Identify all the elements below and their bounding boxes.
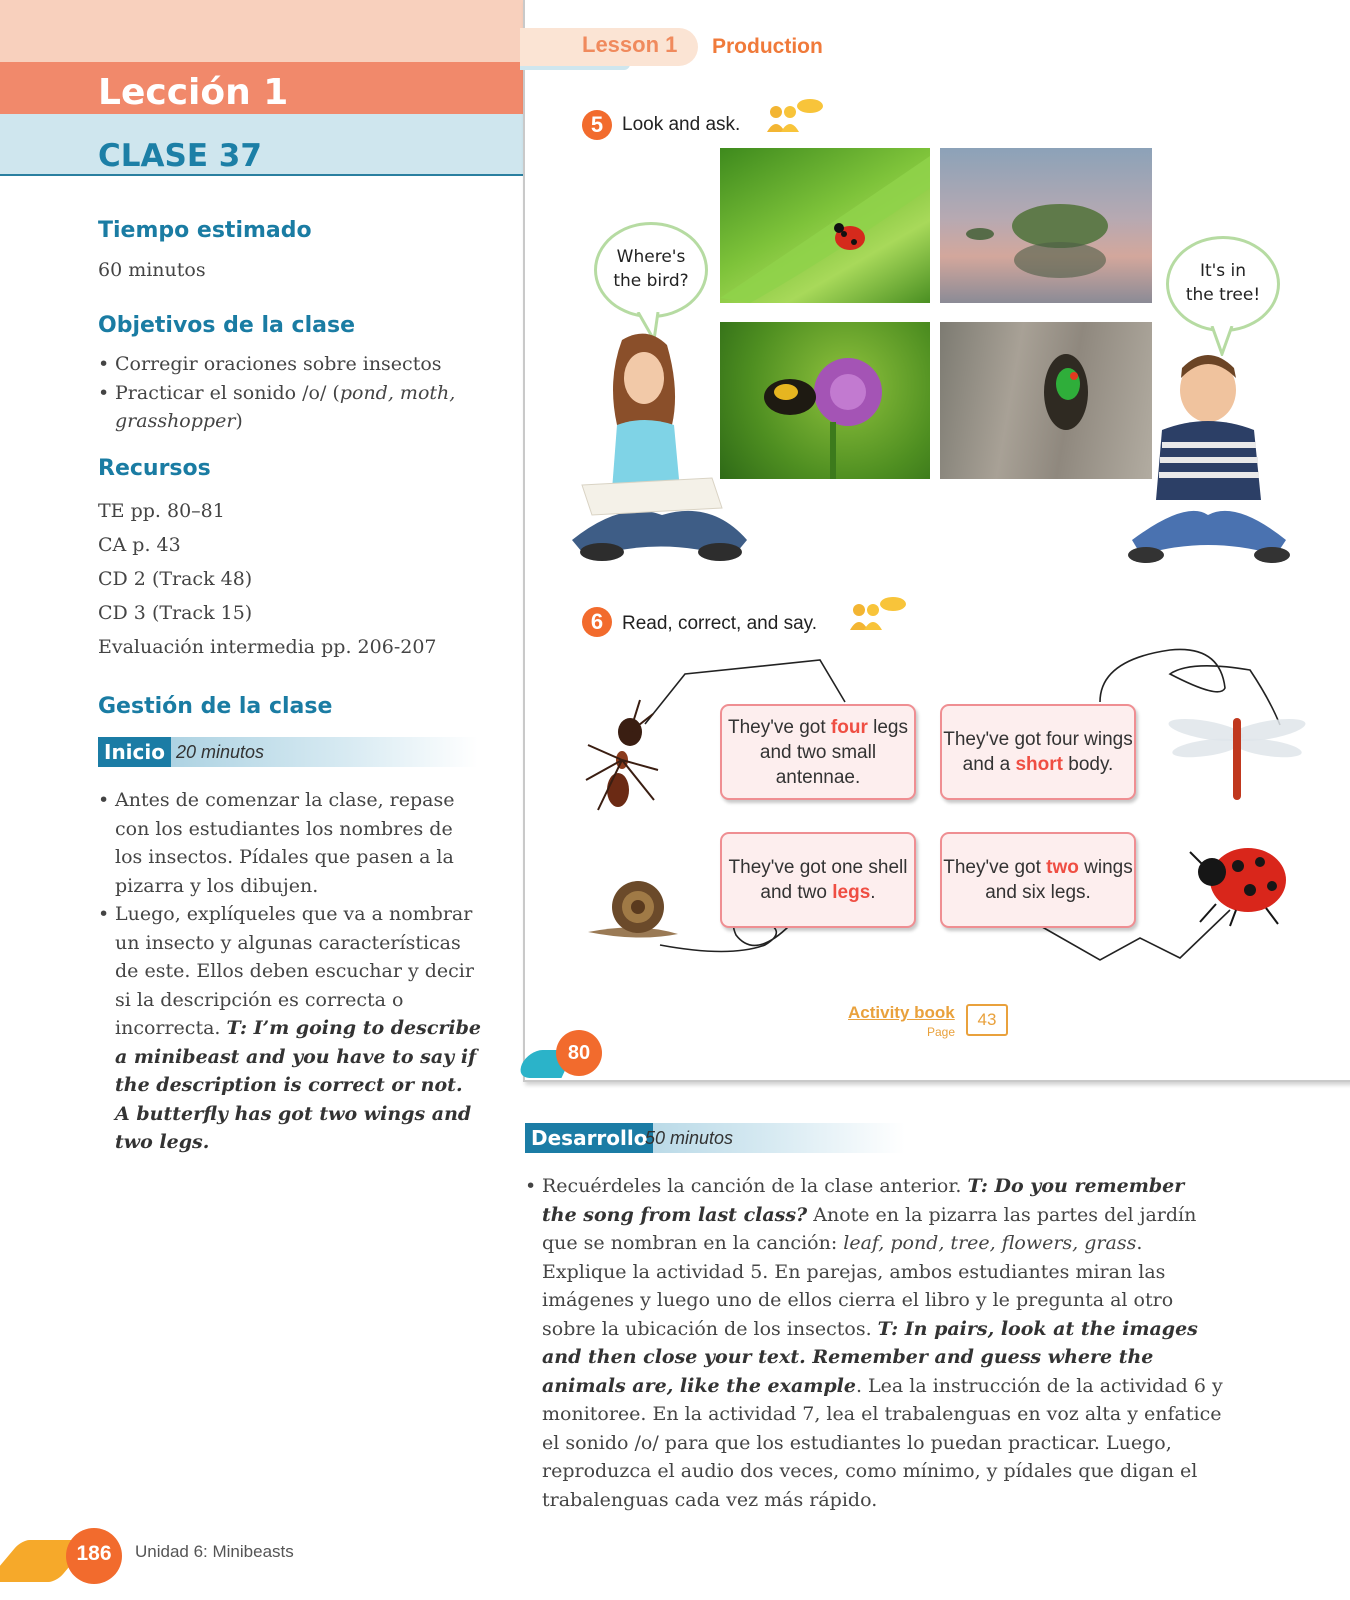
lesson-title: Lección 1 [98, 72, 289, 113]
book-lesson-label: Lesson 1 [582, 32, 678, 57]
photo-frog-pond [940, 148, 1152, 303]
photo-ladybird-leaf [720, 148, 930, 303]
pair-work-icon [765, 98, 825, 138]
speech-bubble-right [1166, 236, 1280, 332]
sentence-card-2: They've got four wings and a short body. [940, 704, 1136, 800]
desarrollo-bar [525, 1123, 905, 1153]
recurso-item: TE pp. 80–81 [98, 500, 225, 522]
recursos-list [98, 494, 498, 664]
inicio-time: 20 minutos [176, 742, 265, 762]
header-band-peach [0, 0, 523, 62]
tiempo-value: 60 minutos [98, 259, 206, 281]
sentence-card-4: They've got two wings and six legs. [940, 832, 1136, 928]
ant-image [578, 690, 668, 830]
recurso-item: CA p. 43 [98, 534, 181, 556]
recurso-item: CD 3 (Track 15) [98, 602, 253, 624]
objetivos-heading: Objetivos de la clase [98, 313, 355, 338]
unit-label: Unidad 6: Minibeasts [135, 1542, 294, 1561]
desarrollo-bullet: • Recuérdeles la canción de la clase anterior. T: Do you remember the song from last class? Anote en la pizarra las partes del jardín que se nombran en la canción: leaf, pond, tree, flowers, grass. Explique la actividad 5. En parejas, ambos estudiantes miran las imágenes y luego uno de ellos cierra el libro y le pregunta al otro sobre la ubicación de los insectos. T: In pairs, look at the images and then close your text. Remember and guess where the animals are, like the example. Lea la instrucción de la actividad 6 y monitoree. En la actividad 7, lea el trabalenguas en voz alta y enfatice el sonido /o/ para que los estudiantes lo puedan practicar. Luego, reproduzca el audio dos veces, como mínimo, y pídales que digan el trabalenguas cada vez más rápido. [525, 1172, 1225, 1514]
dragonfly-image [1166, 700, 1306, 800]
inicio-bar [98, 737, 478, 767]
inicio-bullet: • Antes de comenzar la clase, repase con los estudiantes los nombres de los insectos. Pídales que pasen a la pizarra y los dibujen. [98, 786, 481, 900]
recurso-item: Evaluación intermedia pp. 206-207 [98, 636, 437, 658]
inicio-label: Inicio [98, 737, 171, 767]
pair-work-icon [848, 596, 908, 636]
activity-6-number: 6 [582, 607, 612, 637]
desarrollo-time: 50 minutos [645, 1128, 734, 1148]
sentence-card-3: They've got one shell and two legs. [720, 832, 916, 928]
bubble-left-line1: Where's [616, 247, 686, 267]
recurso-item: CD 2 (Track 48) [98, 568, 253, 590]
boy-sitting-image [1128, 355, 1290, 563]
page-number: 186 [66, 1528, 122, 1584]
objetivo-item: • Practicar el sonido /o/ (pond, moth, grasshopper) [98, 379, 478, 436]
bubble-right-line2: the tree! [1185, 285, 1261, 305]
bubble-left-line2: the bird? [613, 271, 689, 291]
sentence-card-1: They've got four legs and two small antennae. [720, 704, 916, 800]
desarrollo-label: Desarrollo [525, 1123, 653, 1153]
bubble-right-line1: It's in [1199, 261, 1247, 281]
activity-6-instruction: Read, correct, and say. [622, 613, 818, 634]
activity-5-instruction: Look and ask. [622, 114, 741, 135]
inicio-bullet: • Luego, explíqueles que va a nombrar un insecto y algunas características de este. Ellos deben escuchar y decir si la descripción es correcta o incorrecta. T: I’m going to describe a minibeast and you have to say if the description is correct or not. A butterfly has got two wings and two legs. [98, 900, 481, 1157]
desarrollo-list [525, 1172, 1225, 1514]
book-section-label: Production [712, 35, 823, 58]
inicio-list [98, 786, 481, 1157]
objetivo-item: • Corregir oraciones sobre insectos [98, 350, 478, 379]
activity-book-page-number: 43 [966, 1004, 1008, 1036]
objetivos-list [98, 350, 478, 436]
tiempo-heading: Tiempo estimado [98, 218, 312, 243]
photo-parrot-tree [940, 322, 1152, 479]
recursos-heading: Recursos [98, 456, 211, 481]
class-title: CLASE 37 [98, 138, 262, 174]
snail-image [578, 862, 688, 952]
activity-5-number: 5 [582, 110, 612, 140]
girl-reading-image [562, 330, 762, 570]
speech-bubble-left [594, 222, 708, 318]
book-page-number: 80 [556, 1030, 602, 1076]
gestion-heading: Gestión de la clase [98, 694, 333, 719]
activity-book-page-word: Page [927, 1025, 956, 1039]
ladybird-image [1186, 828, 1296, 928]
activity-book-link[interactable]: Activity book [848, 1003, 955, 1022]
